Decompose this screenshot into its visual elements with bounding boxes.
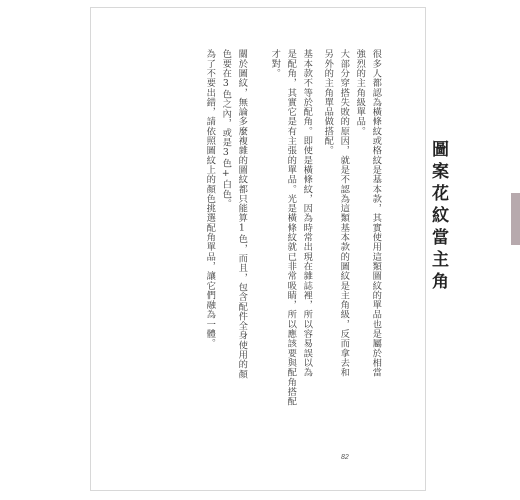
body-line-5: 基本款不等於配角。即使是橫條紋，因為時常出現在雜誌裡，所以容易誤以為: [301, 49, 313, 378]
body-line-10: 為了不要出錯，請依照圖紋上的顏色挑選配角單品，讓它們融為一體。: [204, 49, 216, 349]
body-line-3: 大部分穿搭失敗的原因，就是不認為這類基本款的圖紋是主角級，反而拿去和: [338, 49, 350, 378]
chapter-edge-tab: [511, 193, 520, 245]
body-line-8: 關於圖紋，無論多麼複雜的圖紋都只能算1色，而且，包含配件全身使用的顏: [236, 49, 248, 379]
page-number: 82: [341, 454, 349, 461]
body-line-4: 另外的主角單品做搭配。: [322, 49, 334, 156]
page-title: 圖案花紋當主角: [428, 140, 448, 294]
body-line-2: 強烈的主角級單品。: [354, 49, 366, 136]
body-line-7: 才對。: [269, 49, 281, 78]
book-page: [90, 7, 448, 491]
body-line-6: 是配角，其實它是有主張的單品。光是橫條紋就已非常吸睛，所以應該要與配角搭配: [285, 49, 297, 407]
body-line-9: 色要在3色之內，或是3色+白色。: [220, 49, 232, 209]
body-line-1: 很多人都認為橫條紋或格紋是基本款，其實使用這類圖紋的單品也是屬於相當: [370, 49, 382, 378]
